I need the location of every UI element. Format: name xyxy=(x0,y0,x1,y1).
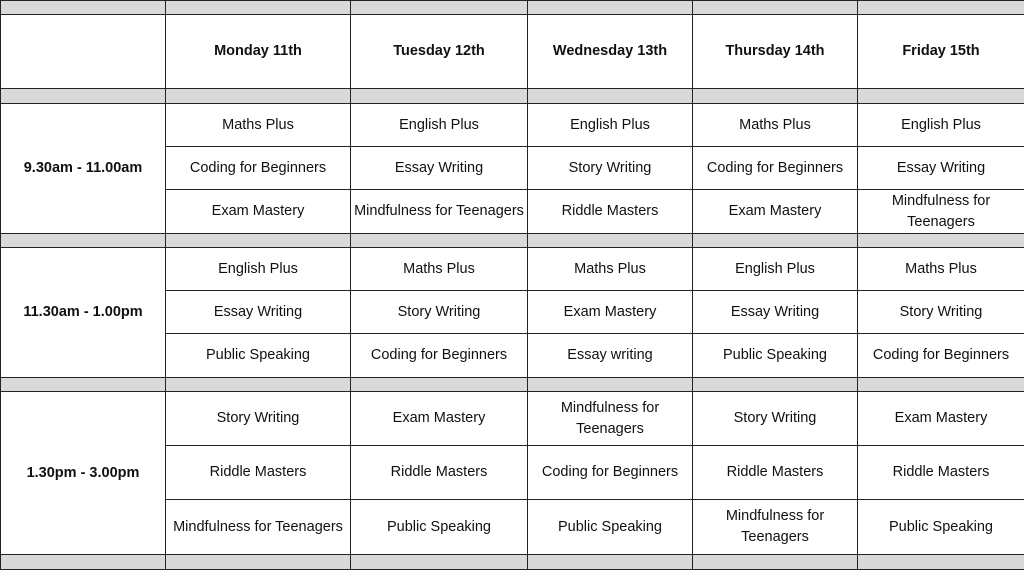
class-cell: Coding for Beginners xyxy=(693,147,858,190)
class-cell: Essay Writing xyxy=(351,147,528,190)
separator-cell xyxy=(528,1,693,15)
class-cell: Exam Mastery xyxy=(166,190,351,234)
time-slot-label: 11.30am - 1.00pm xyxy=(1,248,166,378)
separator-cell xyxy=(351,234,528,248)
separator-row xyxy=(1,234,1024,248)
day-header: Tuesday 12th xyxy=(351,15,528,89)
separator-cell xyxy=(1,89,166,104)
separator-cell xyxy=(166,1,351,15)
class-cell: Riddle Masters xyxy=(166,446,351,500)
separator-cell xyxy=(166,555,351,570)
class-cell: Exam Mastery xyxy=(351,392,528,446)
class-cell: Riddle Masters xyxy=(351,446,528,500)
separator-row xyxy=(1,378,1024,392)
separator-cell xyxy=(528,555,693,570)
separator-row xyxy=(1,89,1024,104)
separator-cell xyxy=(528,89,693,104)
separator-row xyxy=(1,555,1024,570)
separator-cell xyxy=(528,234,693,248)
class-cell: Exam Mastery xyxy=(858,392,1024,446)
class-cell: Public Speaking xyxy=(351,500,528,555)
class-cell: Mindfulness for Teenagers xyxy=(351,190,528,234)
session-row xyxy=(1,392,1024,446)
separator-cell xyxy=(858,89,1024,104)
day-header: Wednesday 13th xyxy=(528,15,693,89)
class-cell: Exam Mastery xyxy=(528,291,693,334)
class-cell: Public Speaking xyxy=(858,500,1024,555)
class-cell: Mindfulness for Teenagers xyxy=(528,392,693,446)
separator-cell xyxy=(858,378,1024,392)
separator-cell xyxy=(858,234,1024,248)
class-cell: Mindfulness for Teenagers xyxy=(858,190,1024,234)
separator-row xyxy=(1,1,1024,15)
day-header: Thursday 14th xyxy=(693,15,858,89)
class-cell: Story Writing xyxy=(858,291,1024,334)
separator-cell xyxy=(693,378,858,392)
class-cell: Essay writing xyxy=(528,334,693,378)
corner-cell xyxy=(1,15,166,89)
separator-cell xyxy=(1,378,166,392)
separator-cell xyxy=(166,89,351,104)
time-slot-label: 1.30pm - 3.00pm xyxy=(1,392,166,555)
separator-cell xyxy=(351,1,528,15)
separator-cell xyxy=(166,234,351,248)
separator-cell xyxy=(693,89,858,104)
separator-cell xyxy=(1,1,166,15)
day-header: Monday 11th xyxy=(166,15,351,89)
class-cell: Coding for Beginners xyxy=(528,446,693,500)
class-cell: Mindfulness for Teenagers xyxy=(166,500,351,555)
separator-cell xyxy=(858,555,1024,570)
class-cell: Story Writing xyxy=(351,291,528,334)
class-cell: Riddle Masters xyxy=(858,446,1024,500)
class-cell: English Plus xyxy=(166,248,351,291)
session-row xyxy=(1,104,1024,147)
class-cell: Riddle Masters xyxy=(693,446,858,500)
class-cell: English Plus xyxy=(858,104,1024,147)
separator-cell xyxy=(1,555,166,570)
class-cell: Exam Mastery xyxy=(693,190,858,234)
class-cell: Public Speaking xyxy=(528,500,693,555)
day-header: Friday 15th xyxy=(858,15,1024,89)
separator-cell xyxy=(1,234,166,248)
separator-cell xyxy=(166,378,351,392)
class-cell: Essay Writing xyxy=(166,291,351,334)
class-cell: Maths Plus xyxy=(858,248,1024,291)
separator-cell xyxy=(693,1,858,15)
timetable-body xyxy=(1,1,1024,570)
class-cell: English Plus xyxy=(528,104,693,147)
time-slot-label: 9.30am - 11.00am xyxy=(1,104,166,234)
separator-cell xyxy=(858,1,1024,15)
separator-cell xyxy=(693,234,858,248)
separator-cell xyxy=(693,555,858,570)
separator-cell xyxy=(351,378,528,392)
class-cell: Riddle Masters xyxy=(528,190,693,234)
separator-cell xyxy=(351,89,528,104)
header-row xyxy=(1,15,1024,89)
class-cell: Maths Plus xyxy=(166,104,351,147)
class-cell: Story Writing xyxy=(693,392,858,446)
class-cell: Maths Plus xyxy=(528,248,693,291)
separator-cell xyxy=(351,555,528,570)
class-cell: English Plus xyxy=(693,248,858,291)
class-cell: Maths Plus xyxy=(693,104,858,147)
class-cell: English Plus xyxy=(351,104,528,147)
class-cell: Story Writing xyxy=(528,147,693,190)
class-cell: Coding for Beginners xyxy=(166,147,351,190)
class-cell: Coding for Beginners xyxy=(351,334,528,378)
session-row xyxy=(1,248,1024,291)
class-cell: Essay Writing xyxy=(693,291,858,334)
class-cell: Mindfulness for Teenagers xyxy=(693,500,858,555)
separator-cell xyxy=(528,378,693,392)
class-cell: Essay Writing xyxy=(858,147,1024,190)
class-cell: Coding for Beginners xyxy=(858,334,1024,378)
class-cell: Public Speaking xyxy=(693,334,858,378)
class-cell: Public Speaking xyxy=(166,334,351,378)
class-cell: Maths Plus xyxy=(351,248,528,291)
class-cell: Story Writing xyxy=(166,392,351,446)
